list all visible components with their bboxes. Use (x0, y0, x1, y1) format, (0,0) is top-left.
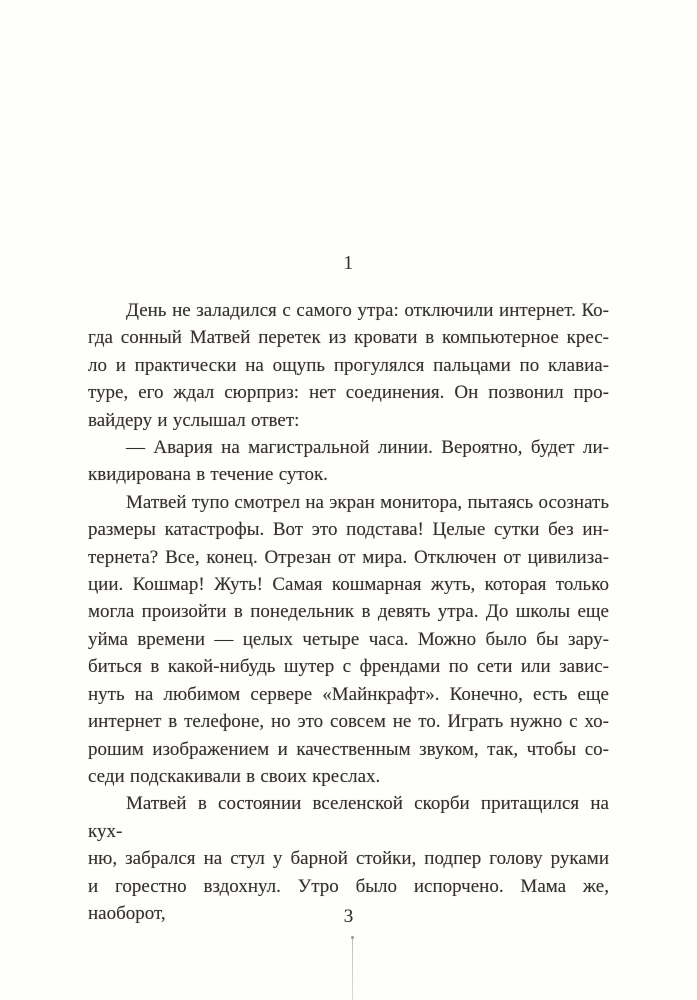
text-line: ло и практически на ощупь прогулялся пальцами по клавиа- (88, 354, 609, 376)
text-line: Матвей в состоянии вселенской скорби притащился на кух- (88, 793, 609, 842)
text-line: нуть на любимом сервере «Майнкрафт». Конечно, есть еще (88, 683, 609, 705)
text-line: размеры катастрофы. Вот это подстава! Целые сутки без ин- (88, 519, 609, 541)
text-line: седи подскакивали в своих креслах. (88, 765, 381, 787)
text-line: ню, забрался на стул у барной стойки, подпер голову руками (88, 848, 609, 870)
text-line: могла произойти в понедельник в девять утра. До школы еще (88, 601, 609, 623)
page-number: 3 (343, 906, 354, 927)
page-text-block (88, 246, 609, 927)
text-line: и горестно вздохнул. Утро было испорчено. Мама же, наоборот, (88, 875, 609, 924)
paragraph (88, 297, 609, 434)
text-line: тернета? Все, конец. Отрезан от мира. Отключен от цивилиза- (88, 546, 609, 568)
text-line: рошим изображением и качественным звуком, так, чтобы со- (88, 738, 609, 760)
chapter-number: 1 (343, 252, 354, 274)
text-line: — Авария на магистральной линии. Вероятно, будет ли- (126, 437, 609, 459)
text-line: гда сонный Матвей перетек из кровати в компьютерное крес- (88, 327, 609, 349)
text-line: интернет в телефоне, но это совсем не то. Играть нужно с хо- (88, 711, 609, 733)
fold-crease-line (352, 939, 353, 1000)
paragraph (88, 489, 609, 790)
paragraph-dialogue (88, 434, 609, 489)
text-line: ции. Кошмар! Жуть! Самая кошмарная жуть, которая только (88, 574, 609, 596)
text-line: вайдеру и услышал ответ: (88, 409, 300, 431)
text-line: квидирована в течение суток. (88, 464, 328, 486)
text-line: Матвей тупо смотрел на экран монитора, пытаясь осознать (126, 491, 609, 513)
text-line: уйма времени — целых четыре часа. Можно было бы зару- (88, 628, 609, 650)
text-line: День не заладился с самого утра: отключили интернет. Ко- (126, 300, 609, 321)
text-line: биться в какой-нибудь шутер с френдами по сети или завис- (88, 656, 609, 678)
text-line: туре, его ждал сюрприз: нет соединения. Он позвонил про- (88, 382, 609, 404)
